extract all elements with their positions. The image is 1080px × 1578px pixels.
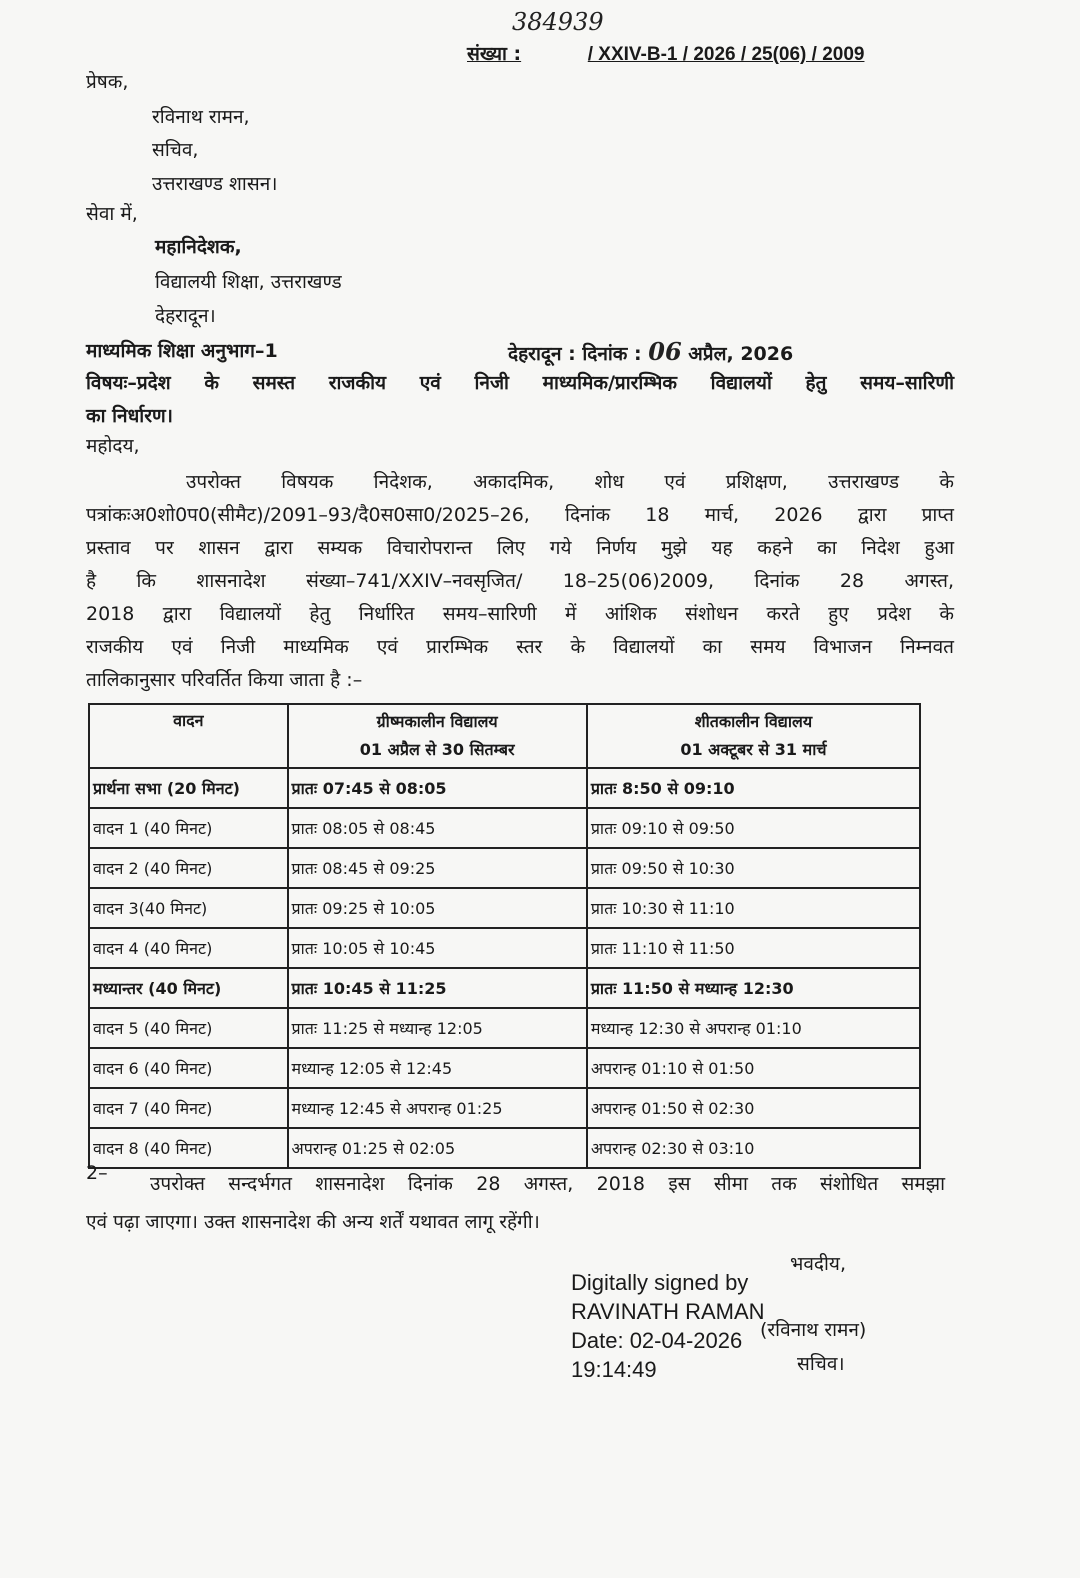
body-line: प्रस्ताव पर शासन द्वारा सम्यक विचारोपरान्त लिए गये निर्णय मुझे यह कहने का निदेश हुआ — [86, 537, 954, 559]
period-cell: वादन 5 (40 मिनट) — [89, 1008, 288, 1048]
summer-time-cell: मध्यान्ह 12:05 से 12:45 — [288, 1048, 587, 1088]
period-cell: मध्यान्तर (40 मिनट) — [89, 968, 288, 1008]
winter-time-cell: प्रातः 8:50 से 09:10 — [587, 768, 920, 808]
period-cell: वादन 6 (40 मिनट) — [89, 1048, 288, 1088]
subject — [86, 367, 954, 433]
summer-time-cell: प्रातः 07:45 से 08:05 — [288, 768, 587, 808]
winter-time-cell: प्रातः 09:50 से 10:30 — [587, 848, 920, 888]
body-line: 2018 द्वारा विद्यालयों हेतु निर्धारित समय–सारिणी में आंशिक संशोधन करते हुए प्रदेश के — [86, 603, 954, 625]
table-row — [89, 1008, 920, 1048]
summer-time-cell: प्रातः 10:05 से 10:45 — [288, 928, 587, 968]
timetable — [88, 703, 921, 1169]
date-prefix: देहरादून : दिनांक : — [508, 343, 642, 365]
body-line: तालिकानुसार परिवर्तित किया जाता है :– — [86, 669, 363, 691]
table-row — [89, 848, 920, 888]
date-rest: अप्रैल, 2026 — [688, 343, 794, 365]
table-row — [89, 1088, 920, 1128]
point-2 — [150, 1160, 945, 1208]
period-cell: वादन 7 (40 मिनट) — [89, 1088, 288, 1128]
sender-line: उत्तराखण्ड शासन। — [152, 173, 278, 195]
body-line: है कि शासनादेश संख्या–741/XXIV–नवसृजित/ 18–25(06)2009, दिनांक 28 अगस्त, — [86, 570, 954, 592]
winter-time-cell: अपरान्ह 01:10 से 01:50 — [587, 1048, 920, 1088]
summer-time-cell: अपरान्ह 01:25 से 02:05 — [288, 1128, 587, 1168]
table-row — [89, 1048, 920, 1088]
summer-time-cell: प्रातः 11:25 से मध्यान्ह 12:05 — [288, 1008, 587, 1048]
sender-line: रविनाथ रामन, — [152, 106, 250, 128]
digital-signature — [571, 1268, 765, 1384]
summer-time-cell: प्रातः 08:45 से 09:25 — [288, 848, 587, 888]
summer-time-cell: प्रातः 09:25 से 10:05 — [288, 888, 587, 928]
recipient-line: महानिदेशक, — [155, 236, 242, 258]
header-period: वादन — [89, 704, 288, 768]
recipient-label: सेवा में, — [86, 203, 138, 225]
sender-label: प्रेषक, — [86, 71, 129, 93]
closing: भवदीय, — [790, 1253, 846, 1275]
winter-time-cell: अपरान्ह 02:30 से 03:10 — [587, 1128, 920, 1168]
table-row — [89, 808, 920, 848]
signatory-designation: सचिव। — [797, 1353, 845, 1375]
date-day: 06 — [648, 337, 682, 366]
point-2-line: एवं पढ़ा जाएगा। उक्त शासनादेश की अन्य शर्तें यथावत लागू रहेंगी। — [86, 1211, 540, 1233]
table-row — [89, 928, 920, 968]
signature-line: Digitally signed by — [571, 1270, 749, 1295]
ref-label: संख्या : — [467, 43, 522, 65]
table-header-row — [89, 704, 920, 768]
recipient-line: देहरादून। — [155, 305, 216, 327]
period-cell: वादन 4 (40 मिनट) — [89, 928, 288, 968]
body-line: राजकीय एवं निजी माध्यमिक एवं प्रारम्भिक स्तर के विद्यालयों का समय विभाजन निम्नवत — [86, 636, 954, 658]
reference-number — [467, 40, 864, 66]
winter-time-cell: प्रातः 10:30 से 11:10 — [587, 888, 920, 928]
summer-time-cell: प्रातः 10:45 से 11:25 — [288, 968, 587, 1008]
signature-line: Date: 02-04-2026 — [571, 1328, 743, 1353]
winter-time-cell: प्रातः 09:10 से 09:50 — [587, 808, 920, 848]
ref-value: / XXIV-B-1 / 2026 / 25(06) / 2009 — [587, 44, 865, 65]
subject-line: का निर्धारण। — [86, 405, 173, 427]
summer-time-cell: प्रातः 08:05 से 08:45 — [288, 808, 587, 848]
sender-line: सचिव, — [152, 139, 199, 161]
recipient-line: विद्यालयी शिक्षा, उत्तराखण्ड — [155, 271, 342, 293]
handwritten-number: 384939 — [512, 8, 604, 36]
body-line: पत्रांकःअ0शो0प0(सीमैट)/2091–93/दै0स0सा0/2025–26, दिनांक 18 मार्च, 2026 द्वारा प्राप्त — [86, 504, 954, 526]
winter-time-cell: प्रातः 11:50 से मध्यान्ह 12:30 — [587, 968, 920, 1008]
period-cell: प्रार्थना सभा (20 मिनट) — [89, 768, 288, 808]
salutation: महोदय, — [86, 435, 140, 457]
table-row — [89, 888, 920, 928]
period-cell: वादन 3(40 मिनट) — [89, 888, 288, 928]
period-cell: वादन 1 (40 मिनट) — [89, 808, 288, 848]
body-paragraph — [86, 466, 954, 697]
winter-time-cell: प्रातः 11:10 से 11:50 — [587, 928, 920, 968]
winter-time-cell: अपरान्ह 01:50 से 02:30 — [587, 1088, 920, 1128]
period-cell: वादन 2 (40 मिनट) — [89, 848, 288, 888]
header-summer: ग्रीष्मकालीन विद्यालय 01 अप्रैल से 30 सितम्बर — [288, 704, 587, 768]
table-row — [89, 968, 920, 1008]
body-line: उपरोक्त विषयक निदेशक, अकादमिक, शोध एवं प्रशिक्षण, उत्तराखण्ड के — [186, 471, 954, 493]
point-2-line: उपरोक्त सन्दर्भगत शासनादेश दिनांक 28 अगस्त, 2018 इस सीमा तक संशोधित समझा — [150, 1173, 945, 1195]
signature-line: RAVINATH RAMAN — [571, 1299, 765, 1324]
table-row — [89, 768, 920, 808]
winter-time-cell: मध्यान्ह 12:30 से अपरान्ह 01:10 — [587, 1008, 920, 1048]
summer-time-cell: मध्यान्ह 12:45 से अपरान्ह 01:25 — [288, 1088, 587, 1128]
point-2-number: 2– — [86, 1162, 108, 1184]
signature-line: 19:14:49 — [571, 1357, 657, 1382]
subject-line: विषयः–प्रदेश के समस्त राजकीय एवं निजी माध्यमिक/प्रारम्भिक विद्यालयों हेतु समय–सारिणी — [86, 372, 954, 394]
signatory-name: (रविनाथ रामन) — [760, 1319, 867, 1341]
section-name: माध्यमिक शिक्षा अनुभाग–1 — [86, 340, 278, 362]
header-winter: शीतकालीन विद्यालय 01 अक्टूबर से 31 मार्च — [587, 704, 920, 768]
date-line — [508, 337, 793, 366]
period-cell: वादन 8 (40 मिनट) — [89, 1128, 288, 1168]
